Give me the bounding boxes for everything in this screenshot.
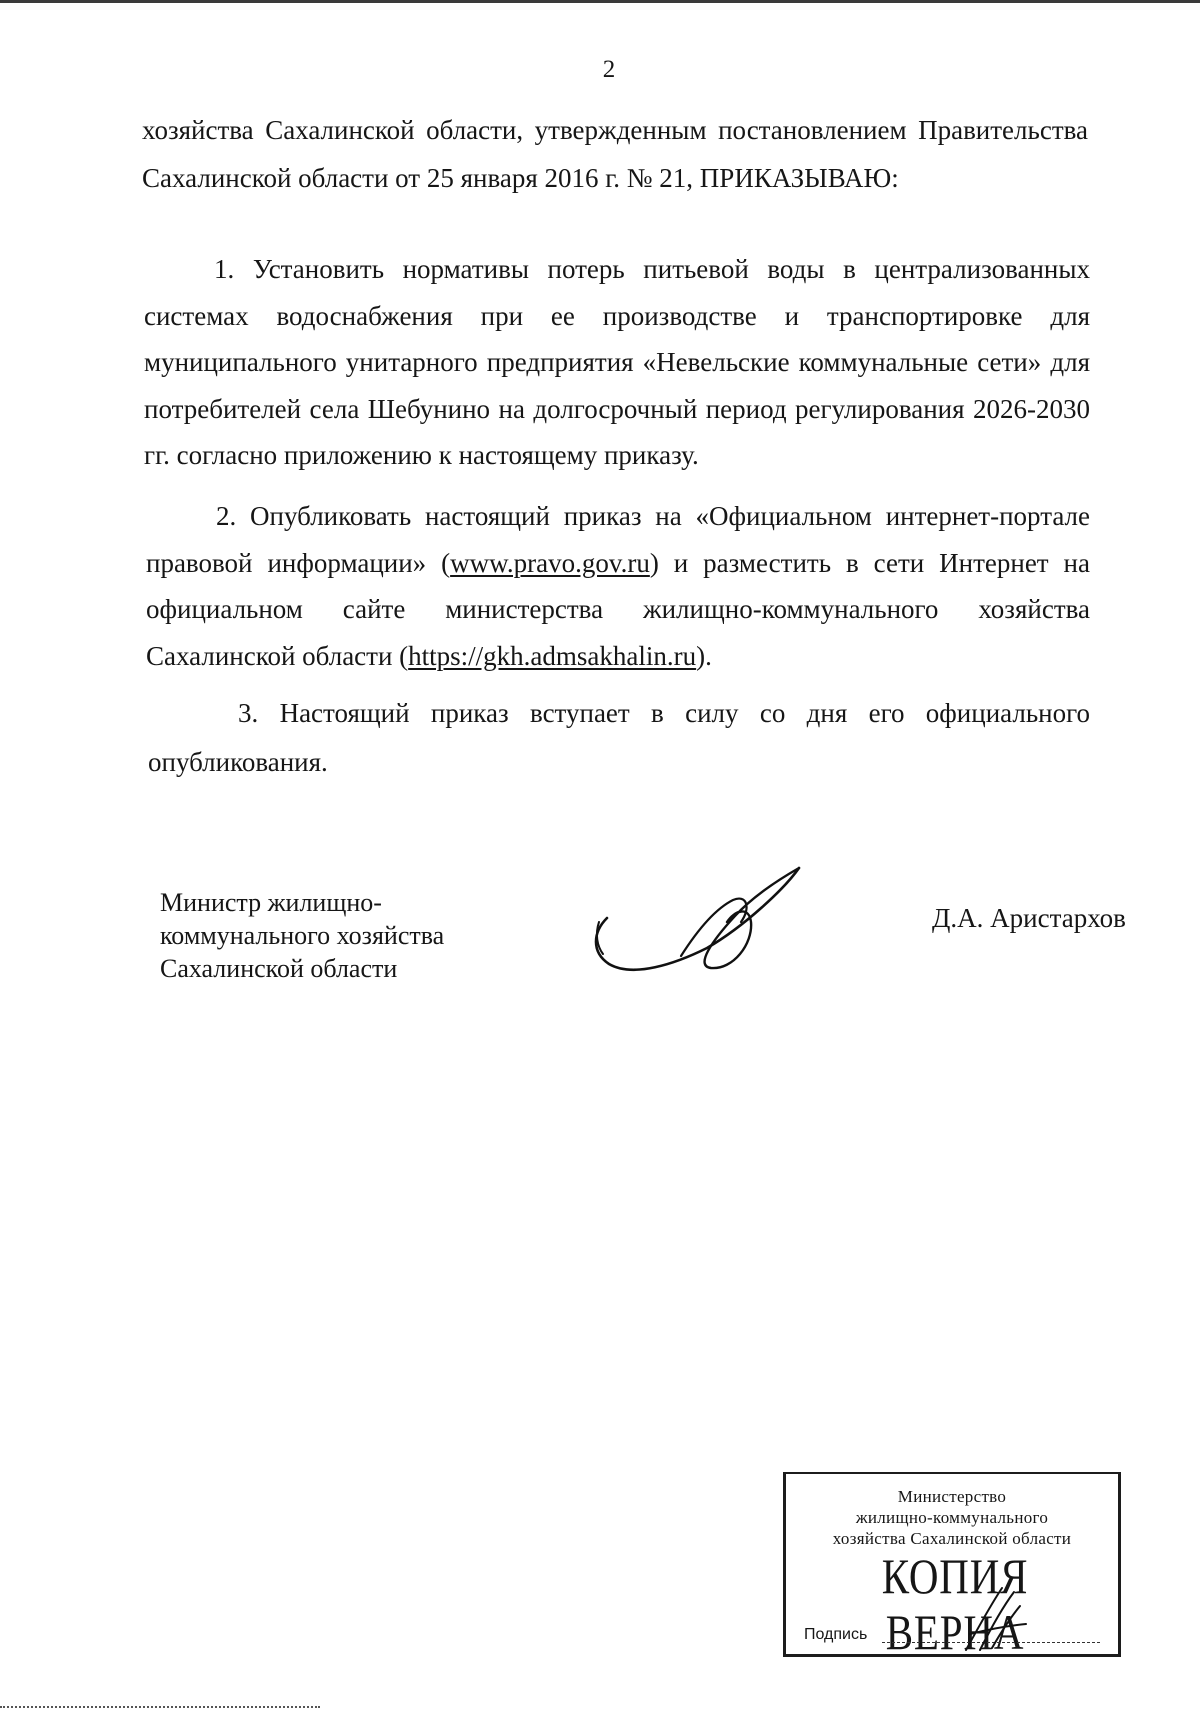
- top-edge-line: [0, 0, 1200, 3]
- stamp-org-line-1: Министерство: [897, 1487, 1007, 1506]
- stamp-signature-scribble: [956, 1584, 1036, 1654]
- stamp-sign-label: Подпись: [804, 1626, 868, 1643]
- stamp-title: КОПИЯ ВЕРНА: [881, 1548, 1029, 1660]
- copy-certified-stamp: [783, 1472, 1121, 1660]
- signatory-title-line-2: коммунального хозяйства: [160, 921, 445, 950]
- bottom-edge-marks: [0, 1706, 320, 1708]
- stamp-organization: [786, 1486, 1118, 1549]
- stamp-org-line-3: хозяйства Сахалинской области: [832, 1529, 1072, 1548]
- signatory-name: Д.А. Аристархов: [932, 903, 1126, 933]
- handwritten-signature: [585, 860, 815, 980]
- order-item-1: 1. Установить нормативы потерь питьевой воды в централизованных системах водоснабжения при ее производстве и транспортировке для муниципального унитарного предприятия «Невельские коммунальные сети» для потребителей села Шебунино на долгосрочный период регулирования 2026-2030 гг. согласно приложению к настоящему приказу.: [144, 254, 1090, 470]
- item2-text-end: ).: [696, 640, 712, 671]
- order-item-3: 3. Настоящий приказ вступает в силу со дня его официального опубликования.: [148, 698, 1090, 777]
- signatory-title-line-1: Министр жилищно-: [160, 888, 382, 917]
- signatory-title: [160, 886, 444, 985]
- page-number: 2: [602, 56, 616, 83]
- item2-text-start: 2. Опубликовать настоящий приказ на «Официальном интернет-портале правовой информации» (: [146, 501, 1090, 578]
- order-item-2: [146, 493, 1090, 679]
- intro-paragraph: хозяйства Сахалинской области, утвержденным постановлением Правительства Сахалинской области от 25 января 2016 г. № 21, ПРИКАЗЫВАЮ:: [142, 115, 1088, 194]
- item2-text-middle: ) и разместить в сети Интернет на официальном сайте министерства жилищно-коммунального хозяйства Сахалинской области (: [146, 547, 1090, 671]
- pravo-link[interactable]: www.pravo.gov.ru: [450, 547, 650, 578]
- gkh-link[interactable]: https://gkh.admsakhalin.ru: [408, 640, 697, 671]
- signatory-title-line-3: Сахалинской области: [160, 954, 398, 983]
- stamp-org-line-2: жилищно-коммунального: [855, 1508, 1049, 1527]
